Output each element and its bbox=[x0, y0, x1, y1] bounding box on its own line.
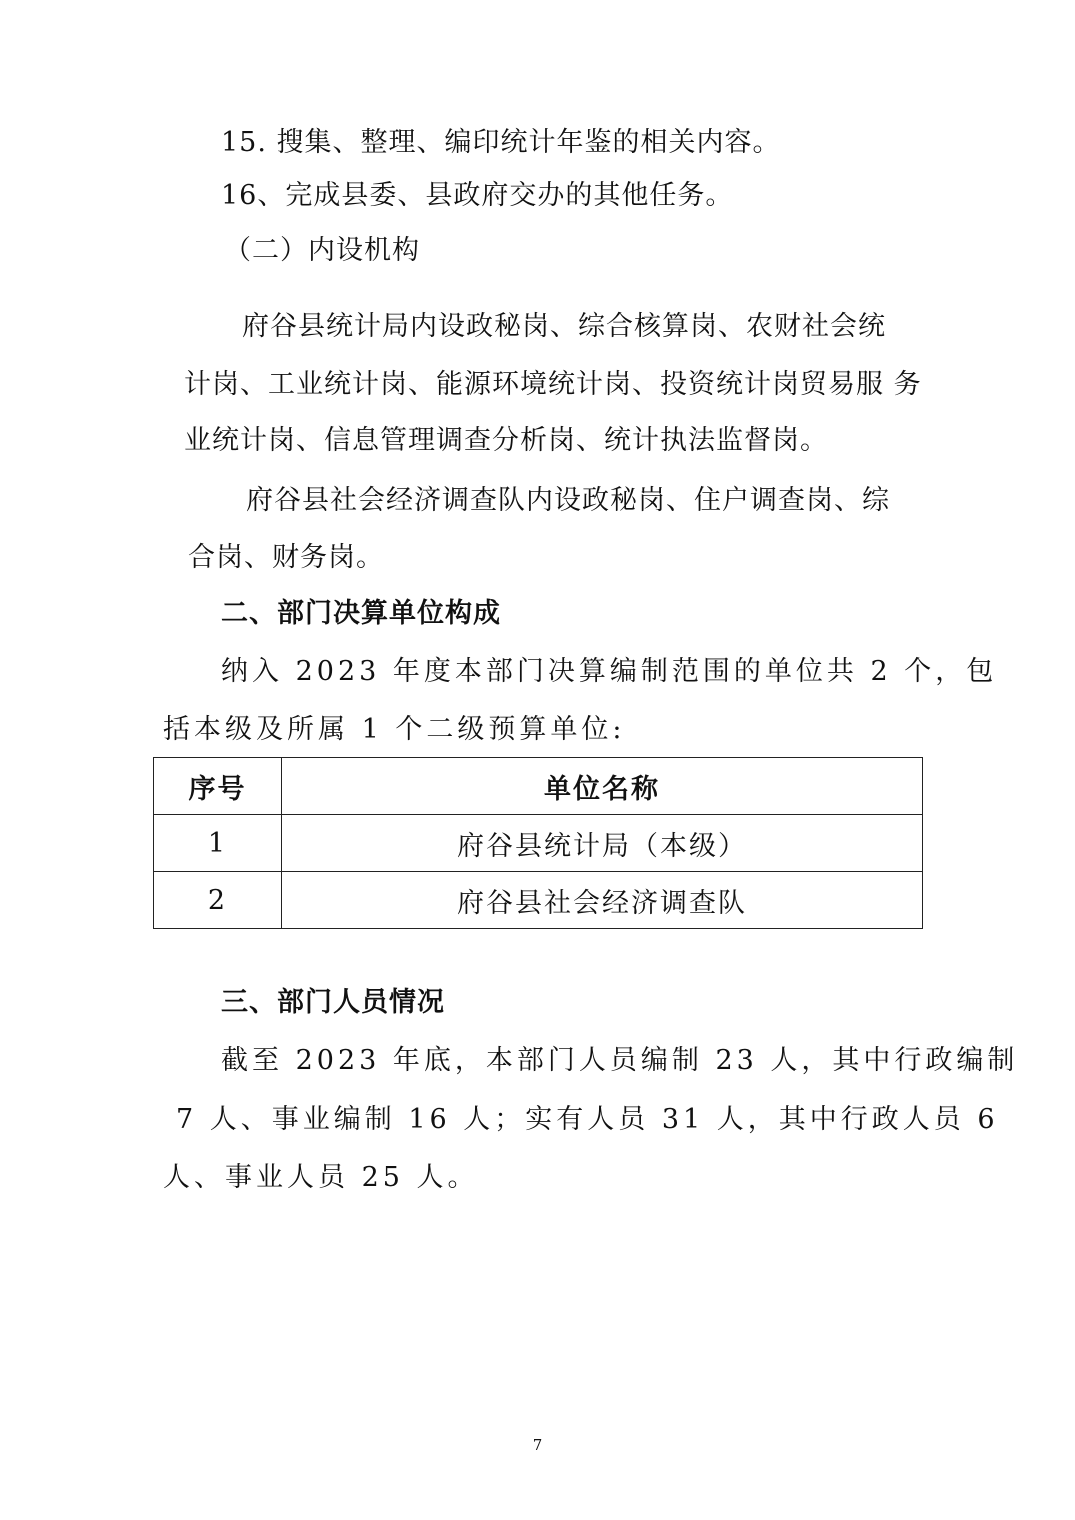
subheading-internal-structure: （二）内设机构 bbox=[224, 235, 420, 266]
table-cell-serial: 1 bbox=[154, 815, 282, 872]
paragraph-units-line-1: 纳入 2023 年度本部门决算编制范围的单位共 2 个，包 bbox=[221, 656, 998, 687]
header-unit-name: 单位名称 bbox=[282, 758, 923, 815]
table-cell-serial: 2 bbox=[154, 872, 282, 929]
section-heading-units: 二、部门决算单位构成 bbox=[221, 598, 501, 629]
paragraph-team-line-1: 府谷县社会经济调查队内设政秘岗、住户调查岗、综 bbox=[246, 485, 890, 516]
page-number: 7 bbox=[532, 1436, 543, 1454]
table-row bbox=[154, 872, 923, 929]
section-heading-staff: 三、部门人员情况 bbox=[221, 987, 445, 1018]
paragraph-staff-line-1: 截至 2023 年底，本部门人员编制 23 人，其中行政编制 bbox=[221, 1045, 1019, 1076]
paragraph-bureau-line-3: 业统计岗、信息管理调查分析岗、统计执法监督岗。 bbox=[184, 425, 828, 456]
paragraph-bureau-line-1: 府谷县统计局内设政秘岗、综合核算岗、农财社会统 bbox=[242, 311, 886, 342]
paragraph-units-line-2: 括本级及所属 1 个二级预算单位: bbox=[163, 714, 626, 745]
list-item-15: 15. 搜集、整理、编印统计年鉴的相关内容。 bbox=[221, 127, 781, 158]
paragraph-staff-line-3: 人、事业人员 25 人。 bbox=[163, 1162, 479, 1193]
paragraph-bureau-line-2: 计岗、工业统计岗、能源环境统计岗、投资统计岗贸易服 务 bbox=[184, 369, 922, 400]
table-header-row bbox=[154, 758, 923, 815]
table-cell-unit-name: 府谷县统计局（本级） bbox=[282, 815, 923, 872]
table-cell-unit-name: 府谷县社会经济调查队 bbox=[282, 872, 923, 929]
header-serial-number: 序号 bbox=[154, 758, 282, 815]
paragraph-staff-line-2: 7 人、事业编制 16 人；实有人员 31 人，其中行政人员 6 bbox=[176, 1104, 999, 1135]
table-row bbox=[154, 815, 923, 872]
paragraph-team-line-2: 合岗、财务岗。 bbox=[188, 542, 384, 573]
units-table bbox=[153, 757, 923, 929]
list-item-16: 16、完成县委、县政府交办的其他任务。 bbox=[221, 180, 734, 211]
